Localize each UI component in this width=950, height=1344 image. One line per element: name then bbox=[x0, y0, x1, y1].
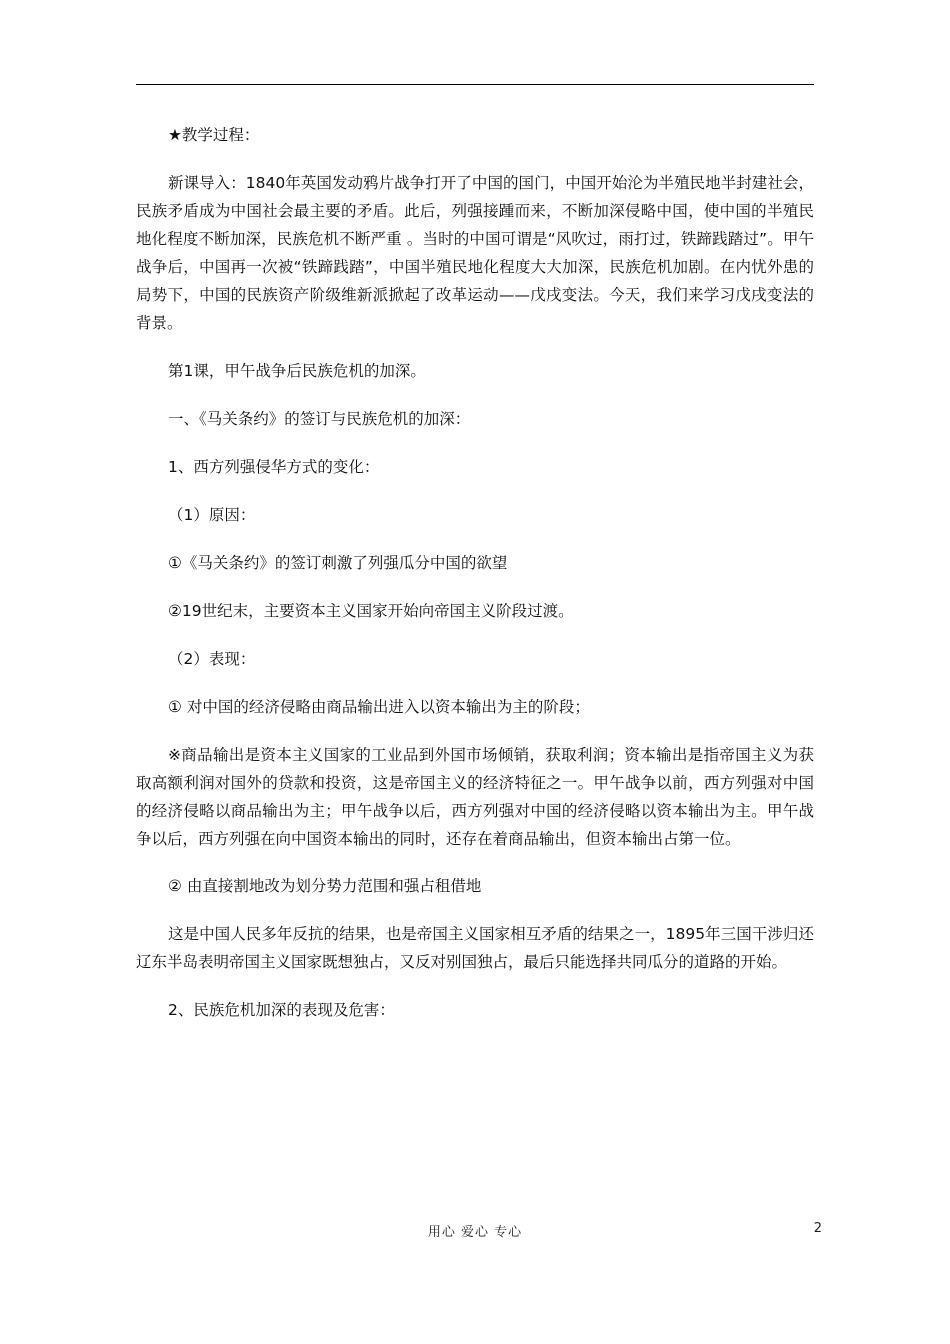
document-body bbox=[136, 121, 814, 1044]
manifestations-label: （2）表现： bbox=[168, 650, 256, 668]
teaching-process-heading: ★教学过程： bbox=[168, 126, 260, 144]
page-number: 2 bbox=[813, 1221, 822, 1236]
manifestation-item-1: ① 对中国的经济侵略由商品输出进入以资本输出为主的阶段； bbox=[168, 698, 590, 716]
subsection-heading-1: 1、西方列强侵华方式的变化： bbox=[168, 458, 380, 476]
subsection-heading-2: 2、民族危机加深的表现及危害： bbox=[168, 1001, 395, 1019]
header-rule bbox=[136, 84, 814, 85]
section-heading-1: 一、《马关条约》的签订与民族危机的加深： bbox=[168, 410, 471, 428]
reasons-label: （1）原因： bbox=[168, 506, 256, 524]
reason-item-2: ②19世纪末，主要资本主义国家开始向帝国主义阶段过渡。 bbox=[168, 602, 574, 620]
explanation-paragraph: 这是中国人民多年反抗的结果，也是帝国主义国家相互矛盾的结果之一，1895年三国干涉归还辽东半岛表明帝国主义国家既想独占，又反对别国独占，最后只能选择共同瓜分的道路的开始。 bbox=[136, 925, 814, 971]
lesson-title: 第1课，甲午战争后民族危机的加深。 bbox=[168, 362, 426, 380]
footer-motto: 用心 爱心 专心 bbox=[427, 1225, 523, 1240]
note-paragraph: ※商品输出是资本主义国家的工业品到外国市场倾销，获取利润；资本输出是指帝国主义为获取高额利润对国外的贷款和投资，这是帝国主义的经济特征之一。甲午战争以前，西方列强对中国的经济侵略以商品输出为主；甲午战争以后，西方列强对中国的经济侵略以资本输出为主。甲午战争以后，西方列强在向中国资本输出的同时，还存在着商品输出，但资本输出占第一位。 bbox=[136, 746, 814, 848]
intro-paragraph: 新课导入：1840年英国发动鸦片战争打开了中国的国门，中国开始沦为半殖民地半封建社会，民族矛盾成为中国社会最主要的矛盾。此后，列强接踵而来，不断加深侵略中国，使中国的半殖民地化程度不断加深，民族危机不断严重 。当时的中国可谓是“风吹过，雨打过，铁蹄践踏过”。甲午战争后，中国再一次被“铁蹄践踏”，中国半殖民地化程度大大加深，民族危机加剧。在内忧外患的局势下，中国的民族资产阶级维新派掀起了改革运动——戊戌变法。今天，我们来学习戊戌变法的背景。 bbox=[136, 174, 814, 332]
reason-item-1: ①《马关条约》的签订刺激了列强瓜分中国的欲望 bbox=[168, 554, 508, 572]
manifestation-item-2: ② 由直接割地改为划分势力范围和强占租借地 bbox=[168, 877, 482, 895]
